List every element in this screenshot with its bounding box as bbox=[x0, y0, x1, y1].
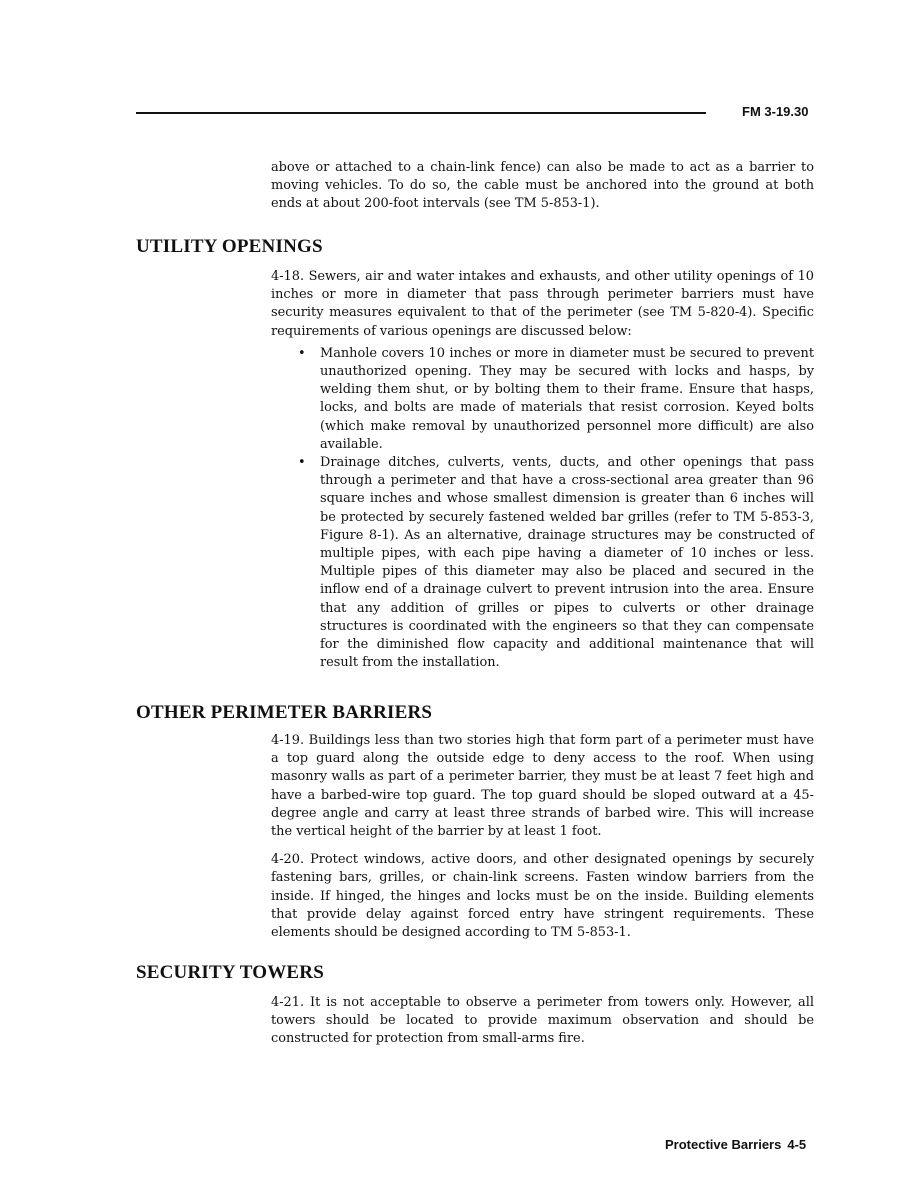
intro-text bbox=[271, 159, 814, 214]
page-footer bbox=[665, 1137, 806, 1152]
paragraph-4-18: 4-18. Sewers, air and water intakes and exhausts, and other utility openings of 10 inches or more in diameter that pass through perimeter barriers must have security measures equivalent to that of the perimeter (see TM 5-820-4). Specific requirements of various openings are discussed below: bbox=[271, 269, 814, 339]
header-rule bbox=[136, 112, 706, 114]
section-heading-other-perimeter-barriers: OTHER PERIMETER BARRIERS bbox=[136, 702, 433, 723]
document-id: FM 3-19.30 bbox=[742, 104, 809, 119]
section-body-security-towers bbox=[271, 994, 814, 1059]
section-body-other-perimeter-barriers bbox=[271, 732, 814, 952]
section-heading-security-towers: SECURITY TOWERS bbox=[136, 962, 324, 983]
bullet-text-manhole-covers: Manhole covers 10 inches or more in diameter must be secured to prevent unauthorized opening. They may be secured with locks and hasps, by welding them shut, or by bolting them to their frame. Ensure that hasps, locks, and bolts are made of materials that resist corrosion. Keyed bolts (which make removal by unauthorized personnel more difficult) are also available. bbox=[320, 345, 814, 452]
footer-page-number: 4-5 bbox=[787, 1137, 807, 1152]
list-item bbox=[271, 454, 814, 672]
footer-chapter-title: Protective Barriers bbox=[665, 1137, 782, 1152]
paragraph-4-21: 4-21. It is not acceptable to observe a perimeter from towers only. However, all towers should be located to provide maximum observation and should be constructed for protection from small-arms fire. bbox=[271, 995, 814, 1047]
section-body-utility-openings bbox=[271, 268, 814, 672]
intro-paragraph: above or attached to a chain-link fence) can also be made to act as a barrier to moving vehicles. To do so, the cable must be anchored into the ground at both ends at about 200-foot intervals (see TM 5-853-1). bbox=[271, 160, 814, 212]
paragraph-4-19: 4-19. Buildings less than two stories high that form part of a perimeter must have a top guard along the outside edge to deny access to the roof. When using masonry walls as part of a perimeter barrier, they must be at least 7 feet high and have a barbed-wire top guard. The top guard should be sloped outward at a 45-degree angle and carry at least three strands of barbed wire. This will increase the vertical height of the barrier by at least 1 foot. bbox=[271, 733, 814, 840]
section-heading-utility-openings: UTILITY OPENINGS bbox=[136, 236, 323, 257]
bullet-icon: • bbox=[298, 345, 306, 361]
paragraph-4-20: 4-20. Protect windows, active doors, and other designated openings by securely fastening bars, grilles, or chain-link screens. Fasten window barriers from the inside. If hinged, the hinges and locks must be on the inside. Building elements that provide delay against forced entry have stringent requirements. These elements should be designed according to TM 5-853-1. bbox=[271, 852, 814, 941]
list-item bbox=[271, 345, 814, 454]
bullet-text-drainage: Drainage ditches, culverts, vents, ducts, and other openings that pass through a perimeter and that have a cross-sectional area greater than 96 square inches and whose smallest dimension is greater than 6 inches will be protected by securely fastened welded bar grilles (refer to TM 5-853-3, Figure 8-1). As an alternative, drainage structures may be constructed of multiple pipes, with each pipe having a diameter of 10 inches or less. Multiple pipes of this diameter may also be placed and secured in the inflow end of a drainage culvert to prevent intrusion into the area. Ensure that any addition of grilles or pipes to culverts or other drainage structures is coordinated with the engineers so that they can compensate for the diminished flow capacity and additional maintenance that will result from the installation. bbox=[320, 455, 814, 671]
bullet-icon: • bbox=[298, 455, 306, 471]
utility-bullet-list bbox=[271, 345, 814, 673]
